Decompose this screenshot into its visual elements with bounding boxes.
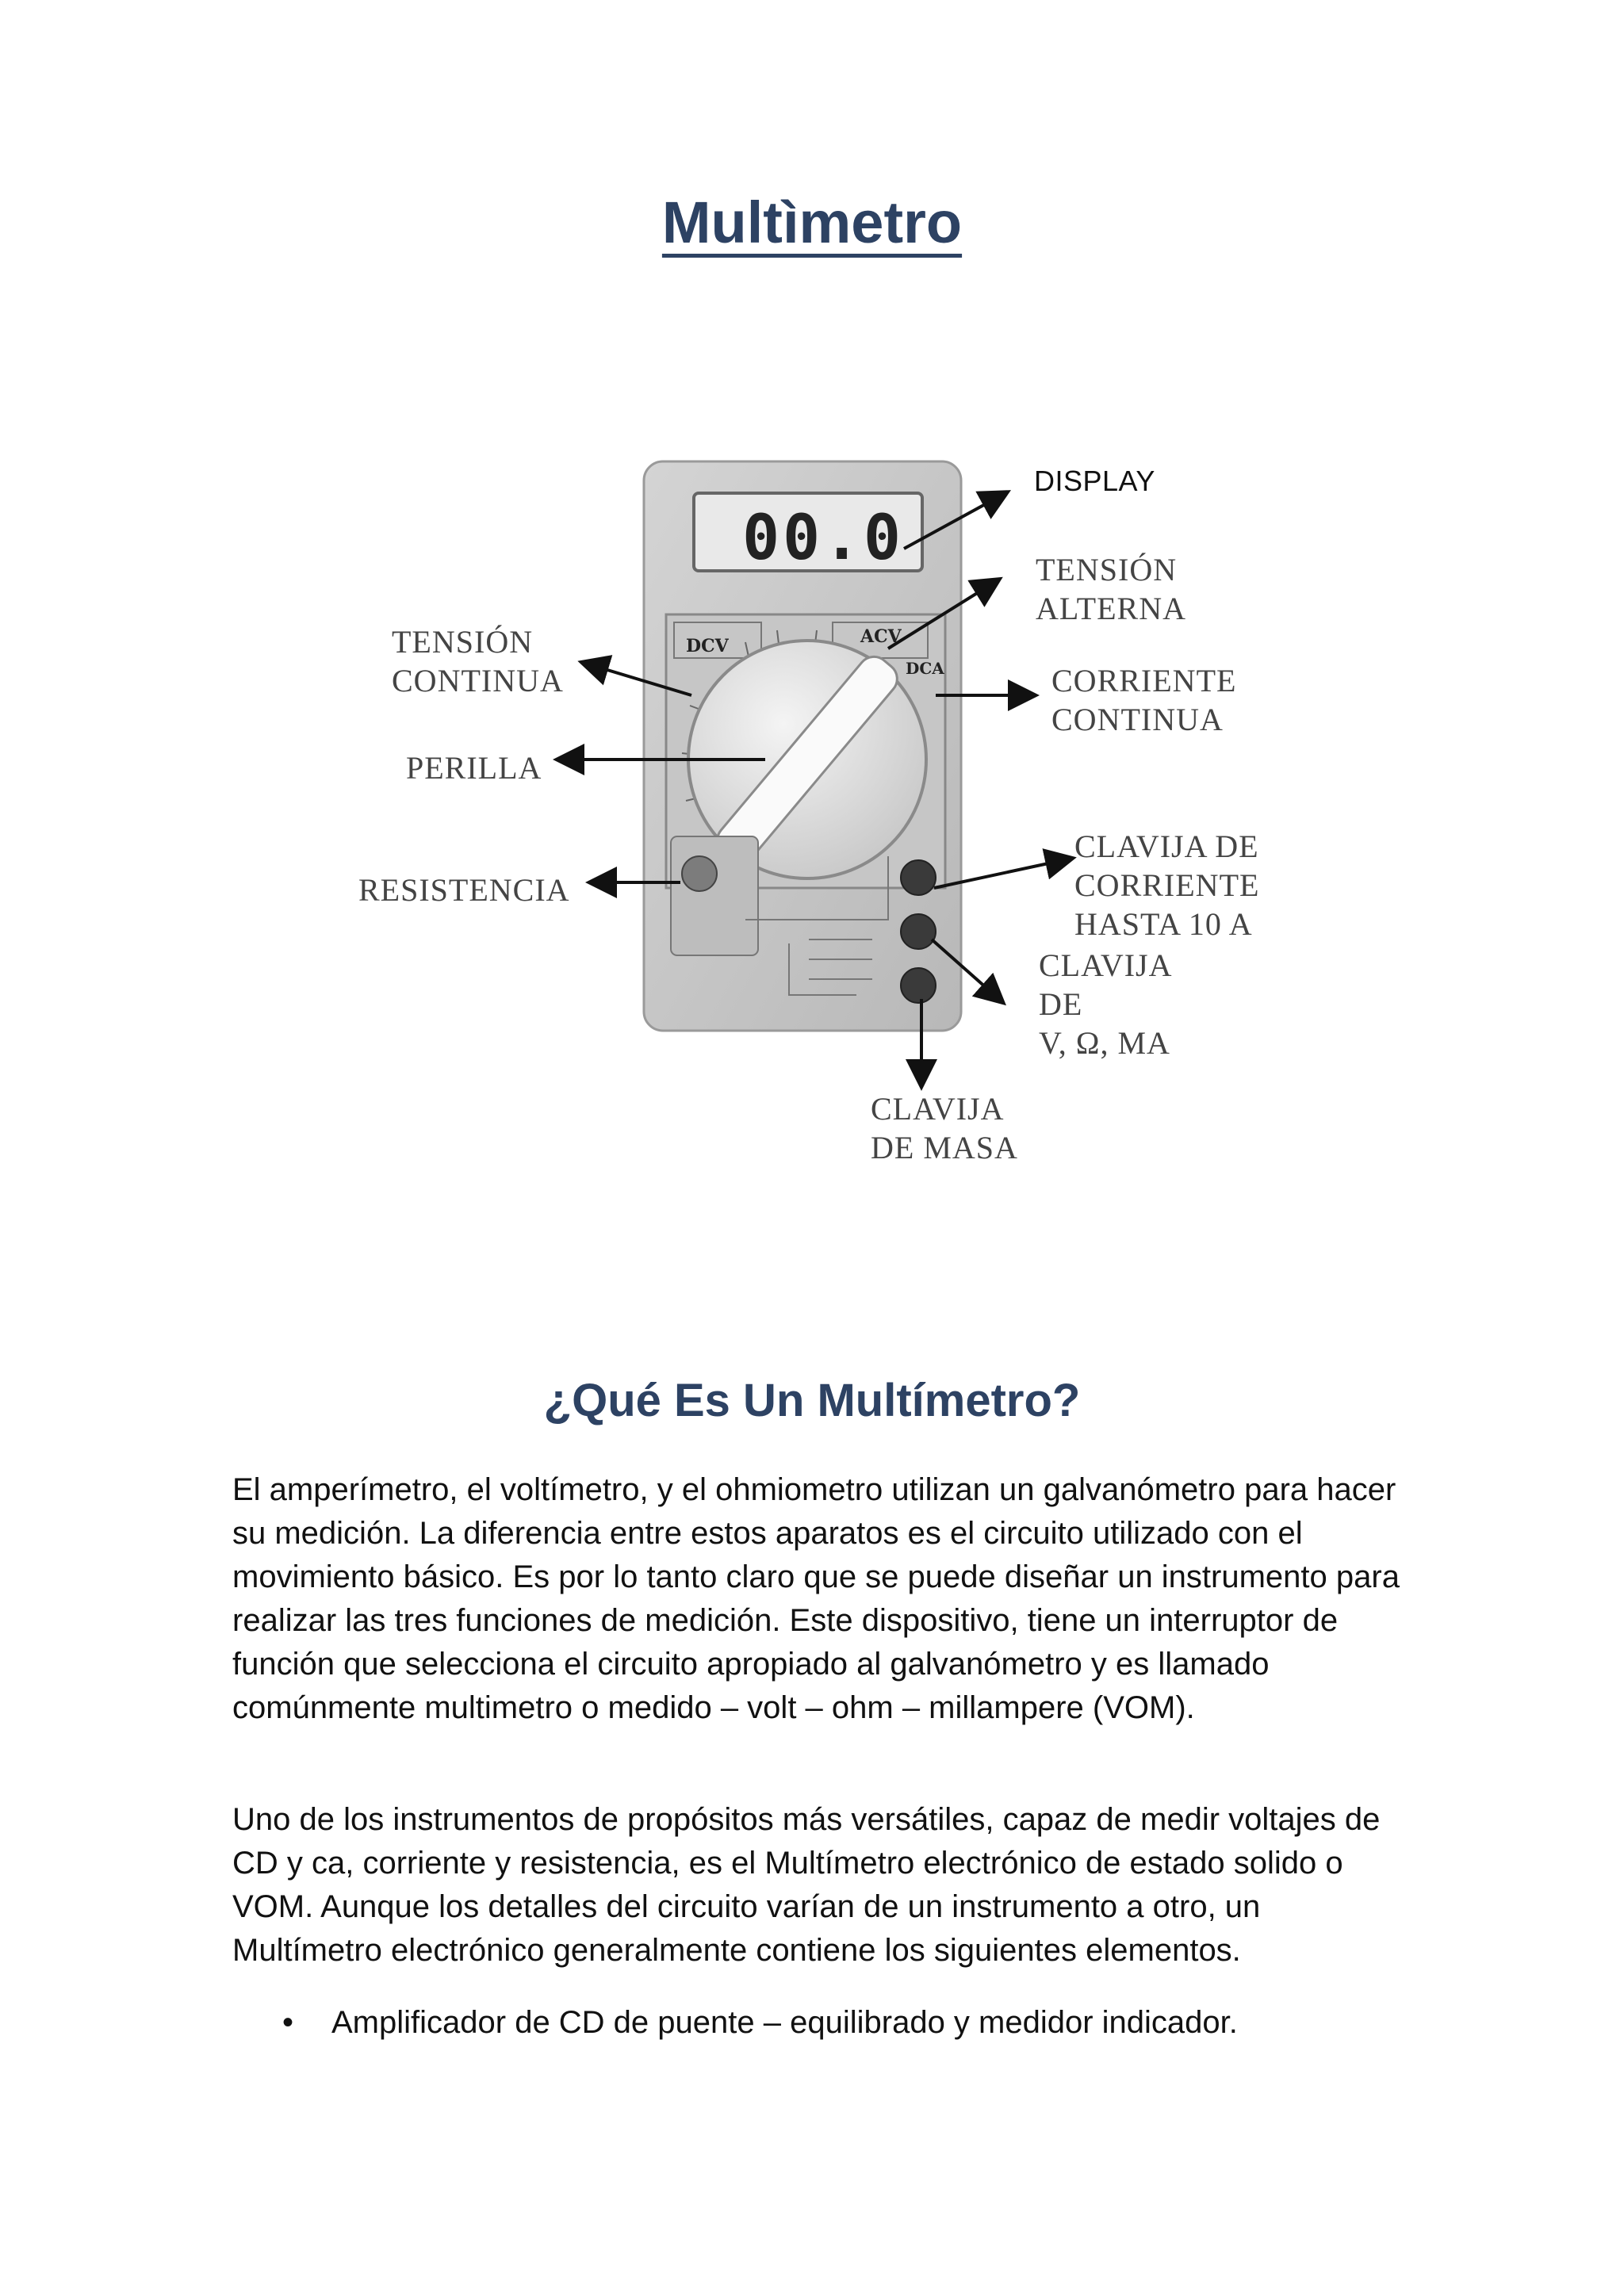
jack-com bbox=[901, 968, 936, 1003]
dial-label-dcv: DCV bbox=[686, 636, 729, 656]
jack-v-ohm-ma bbox=[901, 914, 936, 949]
label-tension-continua: TENSIÓN CONTINUA bbox=[392, 624, 564, 698]
label-clavija-vma: CLAVIJA DE V, Ω, MA bbox=[1039, 947, 1173, 1061]
label-resistencia: RESISTENCIA bbox=[358, 872, 570, 908]
paragraph-1: El amperímetro, el voltímetro, y el ohmiometro utilizan un galvanómetro para hacer su medición. La diferencia entre estos aparatos es el circuito utilizado con el movimiento básico. Es por lo tanto claro que se puede diseñar un instrumento para realizar las tres funciones de medición. Este dispositivo, tiene un interruptor de función que selecciona el circuito apropiado al galvanómetro y es llamado comúnmente multimetro o medido – volt – ohm – millampere (VOM). bbox=[232, 1472, 1400, 1725]
label-clavija-corriente: CLAVIJA DE CORRIENTE HASTA 10 A bbox=[1074, 828, 1260, 942]
bullet-icon: • bbox=[282, 2005, 294, 2040]
dial-label-acv: ACV bbox=[860, 626, 902, 647]
paragraph-2: Uno de los instrumentos de propósitos más versátiles, capaz de medir voltajes de CD y ca, corriente y resistencia, es el Multímetro electrónico de estado solido o VOM. Aunque los detalles del circuito varían de un instrumento a otro, un Multímetro electrónico generalmente contiene los siguientes elementos. bbox=[232, 1802, 1381, 1968]
page-title: Multìmetro bbox=[661, 189, 963, 255]
label-perilla: PERILLA bbox=[406, 750, 542, 786]
hfe-socket bbox=[682, 856, 717, 891]
list-item-text: Amplificador de CD de puente – equilibrado y medidor indicador. bbox=[331, 2005, 1238, 2040]
label-tension-alterna: TENSIÓN ALTERNA bbox=[1036, 552, 1186, 626]
jack-10a bbox=[901, 860, 936, 895]
label-corriente-continua: CORRIENTE CONTINUA bbox=[1051, 663, 1237, 737]
label-display: DISPLAY bbox=[1034, 465, 1155, 497]
dial-label-dca: DCA bbox=[906, 659, 944, 678]
display-reading: 00.0 bbox=[742, 503, 904, 574]
section-heading: ¿Qué Es Un Multímetro? bbox=[543, 1375, 1081, 1426]
label-clavija-masa: CLAVIJA DE MASA bbox=[871, 1091, 1018, 1165]
multimeter-diagram bbox=[333, 444, 1332, 1189]
